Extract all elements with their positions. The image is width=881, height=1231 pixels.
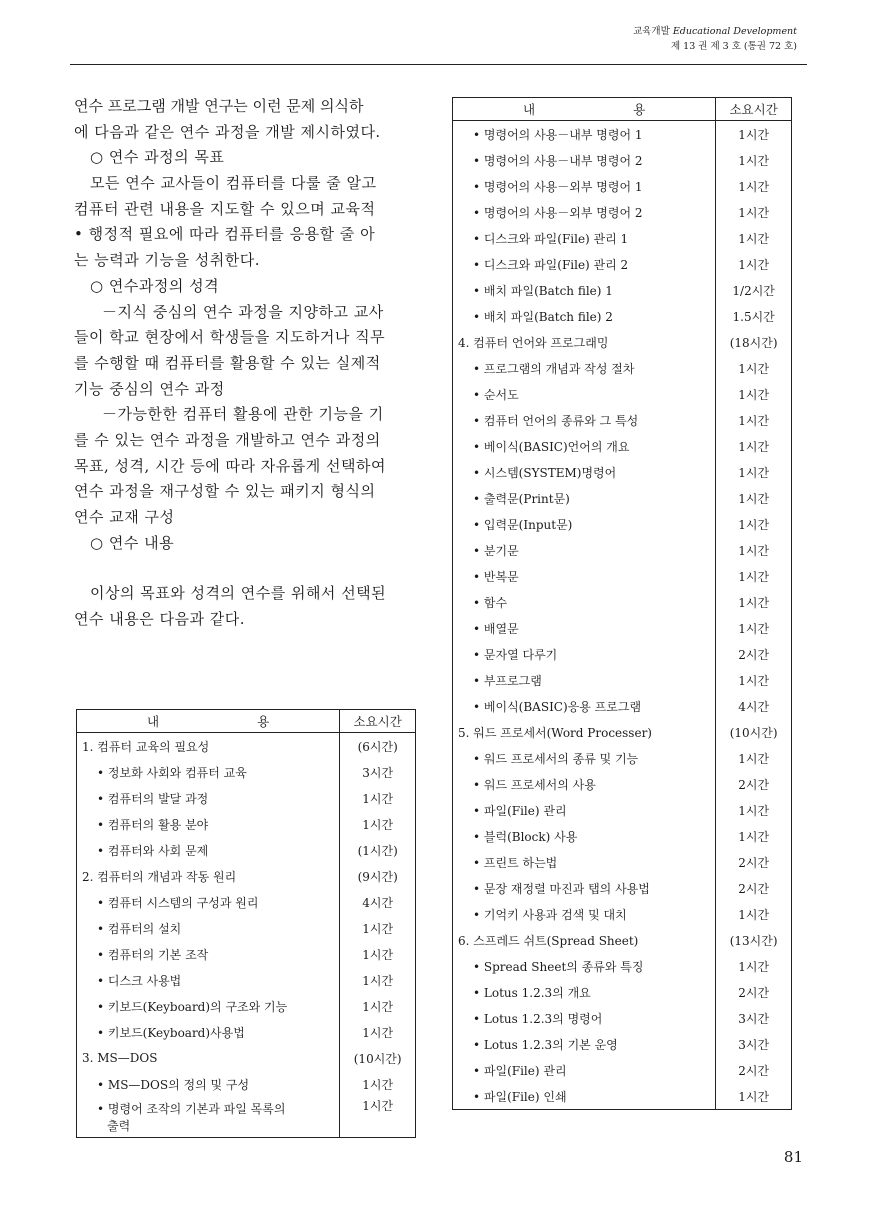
table-row: [453, 849, 792, 875]
topic-item: • 출력문(Print문): [453, 485, 716, 511]
time-cell: 1시간: [716, 407, 792, 433]
topic-item: • MS—DOS의 정의 및 구성: [77, 1071, 340, 1097]
time-cell: 4시간: [340, 889, 416, 915]
body-line: 연수 과정을 재구성할 수 있는 패키지 형식의: [74, 482, 376, 501]
table-row: [453, 719, 792, 745]
time-cell: 1시간: [340, 811, 416, 837]
issue-info: 제 13 권 제 3 호 (통권 72 호): [670, 41, 797, 52]
time-cell: 1시간: [716, 381, 792, 407]
table-row: [453, 901, 792, 927]
table-row: [453, 823, 792, 849]
table-row: [77, 785, 416, 811]
topic-item: • Spread Sheet의 종류와 특징: [453, 953, 716, 979]
topic-item: • 문장 재정렬 마진과 탭의 사용법: [453, 875, 716, 901]
topic-item: • 키보드(Keyboard)의 구조와 기능: [77, 993, 340, 1019]
topic-item: • 컴퓨터의 기본 조작: [77, 941, 340, 967]
body-line: 컴퓨터 관련 내용을 지도할 수 있으며 교육적: [74, 199, 376, 218]
topic-item: • 워드 프로세서의 사용: [453, 771, 716, 797]
time-cell: 1시간: [716, 147, 792, 173]
body-line: 연수 내용은 다음과 같다.: [74, 610, 245, 629]
body-line: 목표, 성격, 시간 등에 따라 자유롭게 선택하여: [74, 456, 386, 475]
topic-item: • 키보드(Keyboard)사용법: [77, 1019, 340, 1045]
topic-item: • 파일(File) 관리: [453, 1057, 716, 1083]
body-line: 기능 중심의 연수 과정: [74, 379, 225, 398]
time-cell: 1시간: [716, 121, 792, 148]
time-cell: 1시간: [340, 1097, 416, 1137]
time-cell: 4시간: [716, 693, 792, 719]
topic-item: • 베이식(BASIC)언어의 개요: [453, 433, 716, 459]
table-row: [77, 811, 416, 837]
curriculum-table-right: [452, 97, 792, 1110]
table-row: [453, 953, 792, 979]
table-row: [453, 875, 792, 901]
table-row: [453, 277, 792, 303]
table-row: [77, 1097, 416, 1137]
table-row: [453, 485, 792, 511]
table-row: [453, 1031, 792, 1057]
table-row: [77, 889, 416, 915]
table-row: [77, 915, 416, 941]
time-cell: 1시간: [340, 785, 416, 811]
time-cell: 1시간: [716, 485, 792, 511]
body-heading: ○ 연수과정의 성격: [90, 276, 220, 295]
table-row: [453, 459, 792, 485]
topic-item: • 컴퓨터와 사회 문제: [77, 837, 340, 863]
topic-item: • 파일(File) 관리: [453, 797, 716, 823]
time-cell: 1시간: [340, 915, 416, 941]
table-row: [77, 759, 416, 785]
topic-item: • 디스크와 파일(File) 관리 1: [453, 225, 716, 251]
time-cell: 1시간: [716, 745, 792, 771]
content-column-header: 내 용: [77, 710, 340, 733]
topic-item: • 배치 파일(Batch file) 1: [453, 277, 716, 303]
table-header-row: [77, 710, 416, 733]
table-row: [453, 589, 792, 615]
time-cell: 2시간: [716, 979, 792, 1005]
table-row: [453, 199, 792, 225]
section-heading: 2. 컴퓨터의 개념과 작동 원리: [82, 869, 237, 884]
body-line: 를 수 있는 연수 과정을 개발하고 연수 과정의: [74, 430, 381, 449]
body-line: • 행정적 필요에 따라 컴퓨터를 응용할 줄 아: [74, 225, 376, 244]
table-row: [453, 433, 792, 459]
topic-item: • 순서도: [453, 381, 716, 407]
topic-item: • 부프로그램: [453, 667, 716, 693]
table-row: [453, 537, 792, 563]
time-cell: (10시간): [716, 719, 792, 745]
time-cell: 1시간: [716, 667, 792, 693]
topic-item: • 분기문: [453, 537, 716, 563]
time-cell: 2시간: [716, 771, 792, 797]
table-row: [453, 173, 792, 199]
time-cell: 1시간: [340, 1071, 416, 1097]
topic-item: • Lotus 1.2.3의 개요: [453, 979, 716, 1005]
table-header-row: [453, 98, 792, 121]
topic-item: • 프린트 하는법: [453, 849, 716, 875]
time-cell: 1시간: [716, 173, 792, 199]
table-row: [453, 511, 792, 537]
table-row: [453, 121, 792, 148]
topic-item: • 정보화 사회와 컴퓨터 교육: [77, 759, 340, 785]
body-line: －가능한한 컴퓨터 활용에 관한 기능을 기: [102, 405, 384, 424]
topic-item: • 베이식(BASIC)응용 프로그램: [453, 693, 716, 719]
body-line: 모든 연수 교사들이 컴퓨터를 다룰 줄 알고: [90, 174, 377, 193]
time-cell: 1시간: [716, 901, 792, 927]
time-cell: (10시간): [340, 1045, 416, 1071]
table-row: [453, 693, 792, 719]
topic-item: • 명령어의 사용－외부 명령어 1: [453, 173, 716, 199]
body-line: 는 능력과 기능을 성취한다.: [74, 251, 260, 270]
table-body-right: [453, 121, 792, 1110]
table-row: [77, 1045, 416, 1071]
time-cell: 3시간: [716, 1031, 792, 1057]
topic-item: • 배열문: [453, 615, 716, 641]
curriculum-table-left: [76, 709, 416, 1138]
time-cell: 3시간: [716, 1005, 792, 1031]
time-cell: 1/2시간: [716, 277, 792, 303]
time-cell: (18시간): [716, 329, 792, 355]
topic-item: • 배치 파일(Batch file) 2: [453, 303, 716, 329]
topic-item: • 기억키 사용과 검색 및 대치: [453, 901, 716, 927]
table-row: [453, 615, 792, 641]
topic-item: • 시스템(SYSTEM)명령어: [453, 459, 716, 485]
table-row: [77, 993, 416, 1019]
time-cell: 1시간: [716, 563, 792, 589]
topic-item: • 컴퓨터 시스템의 구성과 원리: [77, 889, 340, 915]
journal-title-korean: 교육개발: [633, 26, 670, 37]
table-row: [77, 1071, 416, 1097]
topic-item: • 문자열 다루기: [453, 641, 716, 667]
body-heading: ○ 연수 과정의 목표: [90, 148, 225, 167]
time-cell: 1시간: [716, 459, 792, 485]
time-cell: 2시간: [716, 1057, 792, 1083]
body-line: 에 다음과 같은 연수 과정을 개발 제시하였다.: [74, 122, 381, 141]
body-line: －지식 중심의 연수 과정을 지양하고 교사: [102, 302, 384, 321]
table-row: [77, 837, 416, 863]
section-heading: 3. MS—DOS: [82, 1051, 158, 1065]
time-column-header: 소요시간: [716, 98, 792, 121]
body-line: 연수 교재 구성: [74, 508, 175, 526]
table-row: [453, 979, 792, 1005]
time-cell: 1시간: [340, 1019, 416, 1045]
body-line: 연수 프로그램 개발 연구는 이런 문제 의식하: [74, 97, 364, 115]
section-heading: 4. 컴퓨터 언어와 프로그래밍: [458, 335, 609, 350]
topic-item: • 반복문: [453, 563, 716, 589]
journal-title-english: Educational Development: [672, 26, 797, 37]
time-cell: 1시간: [716, 433, 792, 459]
table-row: [453, 771, 792, 797]
table-row: [77, 733, 416, 760]
topic-item: • 컴퓨터의 활용 분야: [77, 811, 340, 837]
topic-item: • 컴퓨터 언어의 종류와 그 특성: [453, 407, 716, 433]
time-cell: 1시간: [716, 797, 792, 823]
body-line: 이상의 목표와 성격의 연수를 위해서 선택된: [90, 584, 387, 603]
topic-item: • 디스크와 파일(File) 관리 2: [453, 251, 716, 277]
table-row: [453, 927, 792, 953]
topic-item: • 입력문(Input문): [453, 511, 716, 537]
topic-item: • 명령어의 사용－내부 명령어 2: [453, 147, 716, 173]
topic-item: • 블럭(Block) 사용: [453, 823, 716, 849]
header-rule: [70, 64, 807, 65]
body-line: 들이 학교 현장에서 학생들을 지도하거나 직무: [74, 328, 386, 347]
table-row: [77, 1019, 416, 1045]
table-row: [453, 563, 792, 589]
table-row: [453, 225, 792, 251]
time-cell: 2시간: [716, 641, 792, 667]
time-cell: 1시간: [716, 589, 792, 615]
time-cell: 2시간: [716, 849, 792, 875]
table-row: [453, 1057, 792, 1083]
topic-item: • 디스크 사용법: [77, 967, 340, 993]
time-cell: 1시간: [716, 953, 792, 979]
time-cell: 1시간: [716, 1083, 792, 1110]
body-line: 를 수행할 때 컴퓨터를 활용할 수 있는 실제적: [74, 353, 381, 372]
time-cell: 1시간: [716, 537, 792, 563]
table-row: [77, 863, 416, 889]
time-cell: 1시간: [340, 967, 416, 993]
time-cell: 2시간: [716, 875, 792, 901]
topic-item: • Lotus 1.2.3의 명령어: [453, 1005, 716, 1031]
time-cell: (13시간): [716, 927, 792, 953]
topic-item: • 명령어의 사용－외부 명령어 2: [453, 199, 716, 225]
topic-item: • Lotus 1.2.3의 기본 운영: [453, 1031, 716, 1057]
topic-item: • 컴퓨터의 발달 과정: [77, 785, 340, 811]
time-cell: (6시간): [340, 733, 416, 760]
table-row: [77, 967, 416, 993]
time-column-header: 소요시간: [340, 710, 416, 733]
table-row: [453, 641, 792, 667]
topic-item: • 컴퓨터의 설치: [77, 915, 340, 941]
table-row: [453, 745, 792, 771]
table-row: [453, 407, 792, 433]
topic-item: • 파일(File) 인쇄: [453, 1083, 716, 1110]
body-text: [74, 94, 420, 633]
time-cell: 1시간: [340, 993, 416, 1019]
time-cell: 1시간: [340, 941, 416, 967]
table-row: [453, 381, 792, 407]
time-cell: 1.5시간: [716, 303, 792, 329]
table-row: [453, 797, 792, 823]
time-cell: 1시간: [716, 199, 792, 225]
time-cell: 1시간: [716, 823, 792, 849]
page-number: 81: [783, 1148, 803, 1166]
time-cell: 1시간: [716, 615, 792, 641]
table-row: [453, 1005, 792, 1031]
topic-item: • 함수: [453, 589, 716, 615]
section-heading: 6. 스프레드 쉬트(Spread Sheet): [458, 933, 639, 948]
table-row: [453, 251, 792, 277]
running-header: [633, 24, 797, 54]
table-row: [453, 329, 792, 355]
table-row: [77, 941, 416, 967]
topic-item: • 워드 프로세서의 종류 및 기능: [453, 745, 716, 771]
table-body-left: [77, 733, 416, 1138]
table-row: [453, 303, 792, 329]
time-cell: 3시간: [340, 759, 416, 785]
content-column-header: 내 용: [453, 98, 716, 121]
table-row: [453, 1083, 792, 1110]
table-row: [453, 667, 792, 693]
section-heading: 5. 워드 프로세서(Word Processer): [458, 725, 652, 740]
topic-item: • 명령어의 사용－내부 명령어 1: [453, 121, 716, 148]
topic-item: • 프로그램의 개념과 작성 절차: [453, 355, 716, 381]
table-row: [453, 355, 792, 381]
table-row: [453, 147, 792, 173]
time-cell: 1시간: [716, 225, 792, 251]
time-cell: 1시간: [716, 355, 792, 381]
time-cell: 1시간: [716, 251, 792, 277]
time-cell: (9시간): [340, 863, 416, 889]
time-cell: (1시간): [340, 837, 416, 863]
topic-item: • 명령어 조작의 기본과 파일 목록의 출력: [77, 1097, 340, 1137]
section-heading: 1. 컴퓨터 교육의 필요성: [82, 739, 210, 754]
time-cell: 1시간: [716, 511, 792, 537]
body-heading: ○ 연수 내용: [90, 533, 175, 552]
